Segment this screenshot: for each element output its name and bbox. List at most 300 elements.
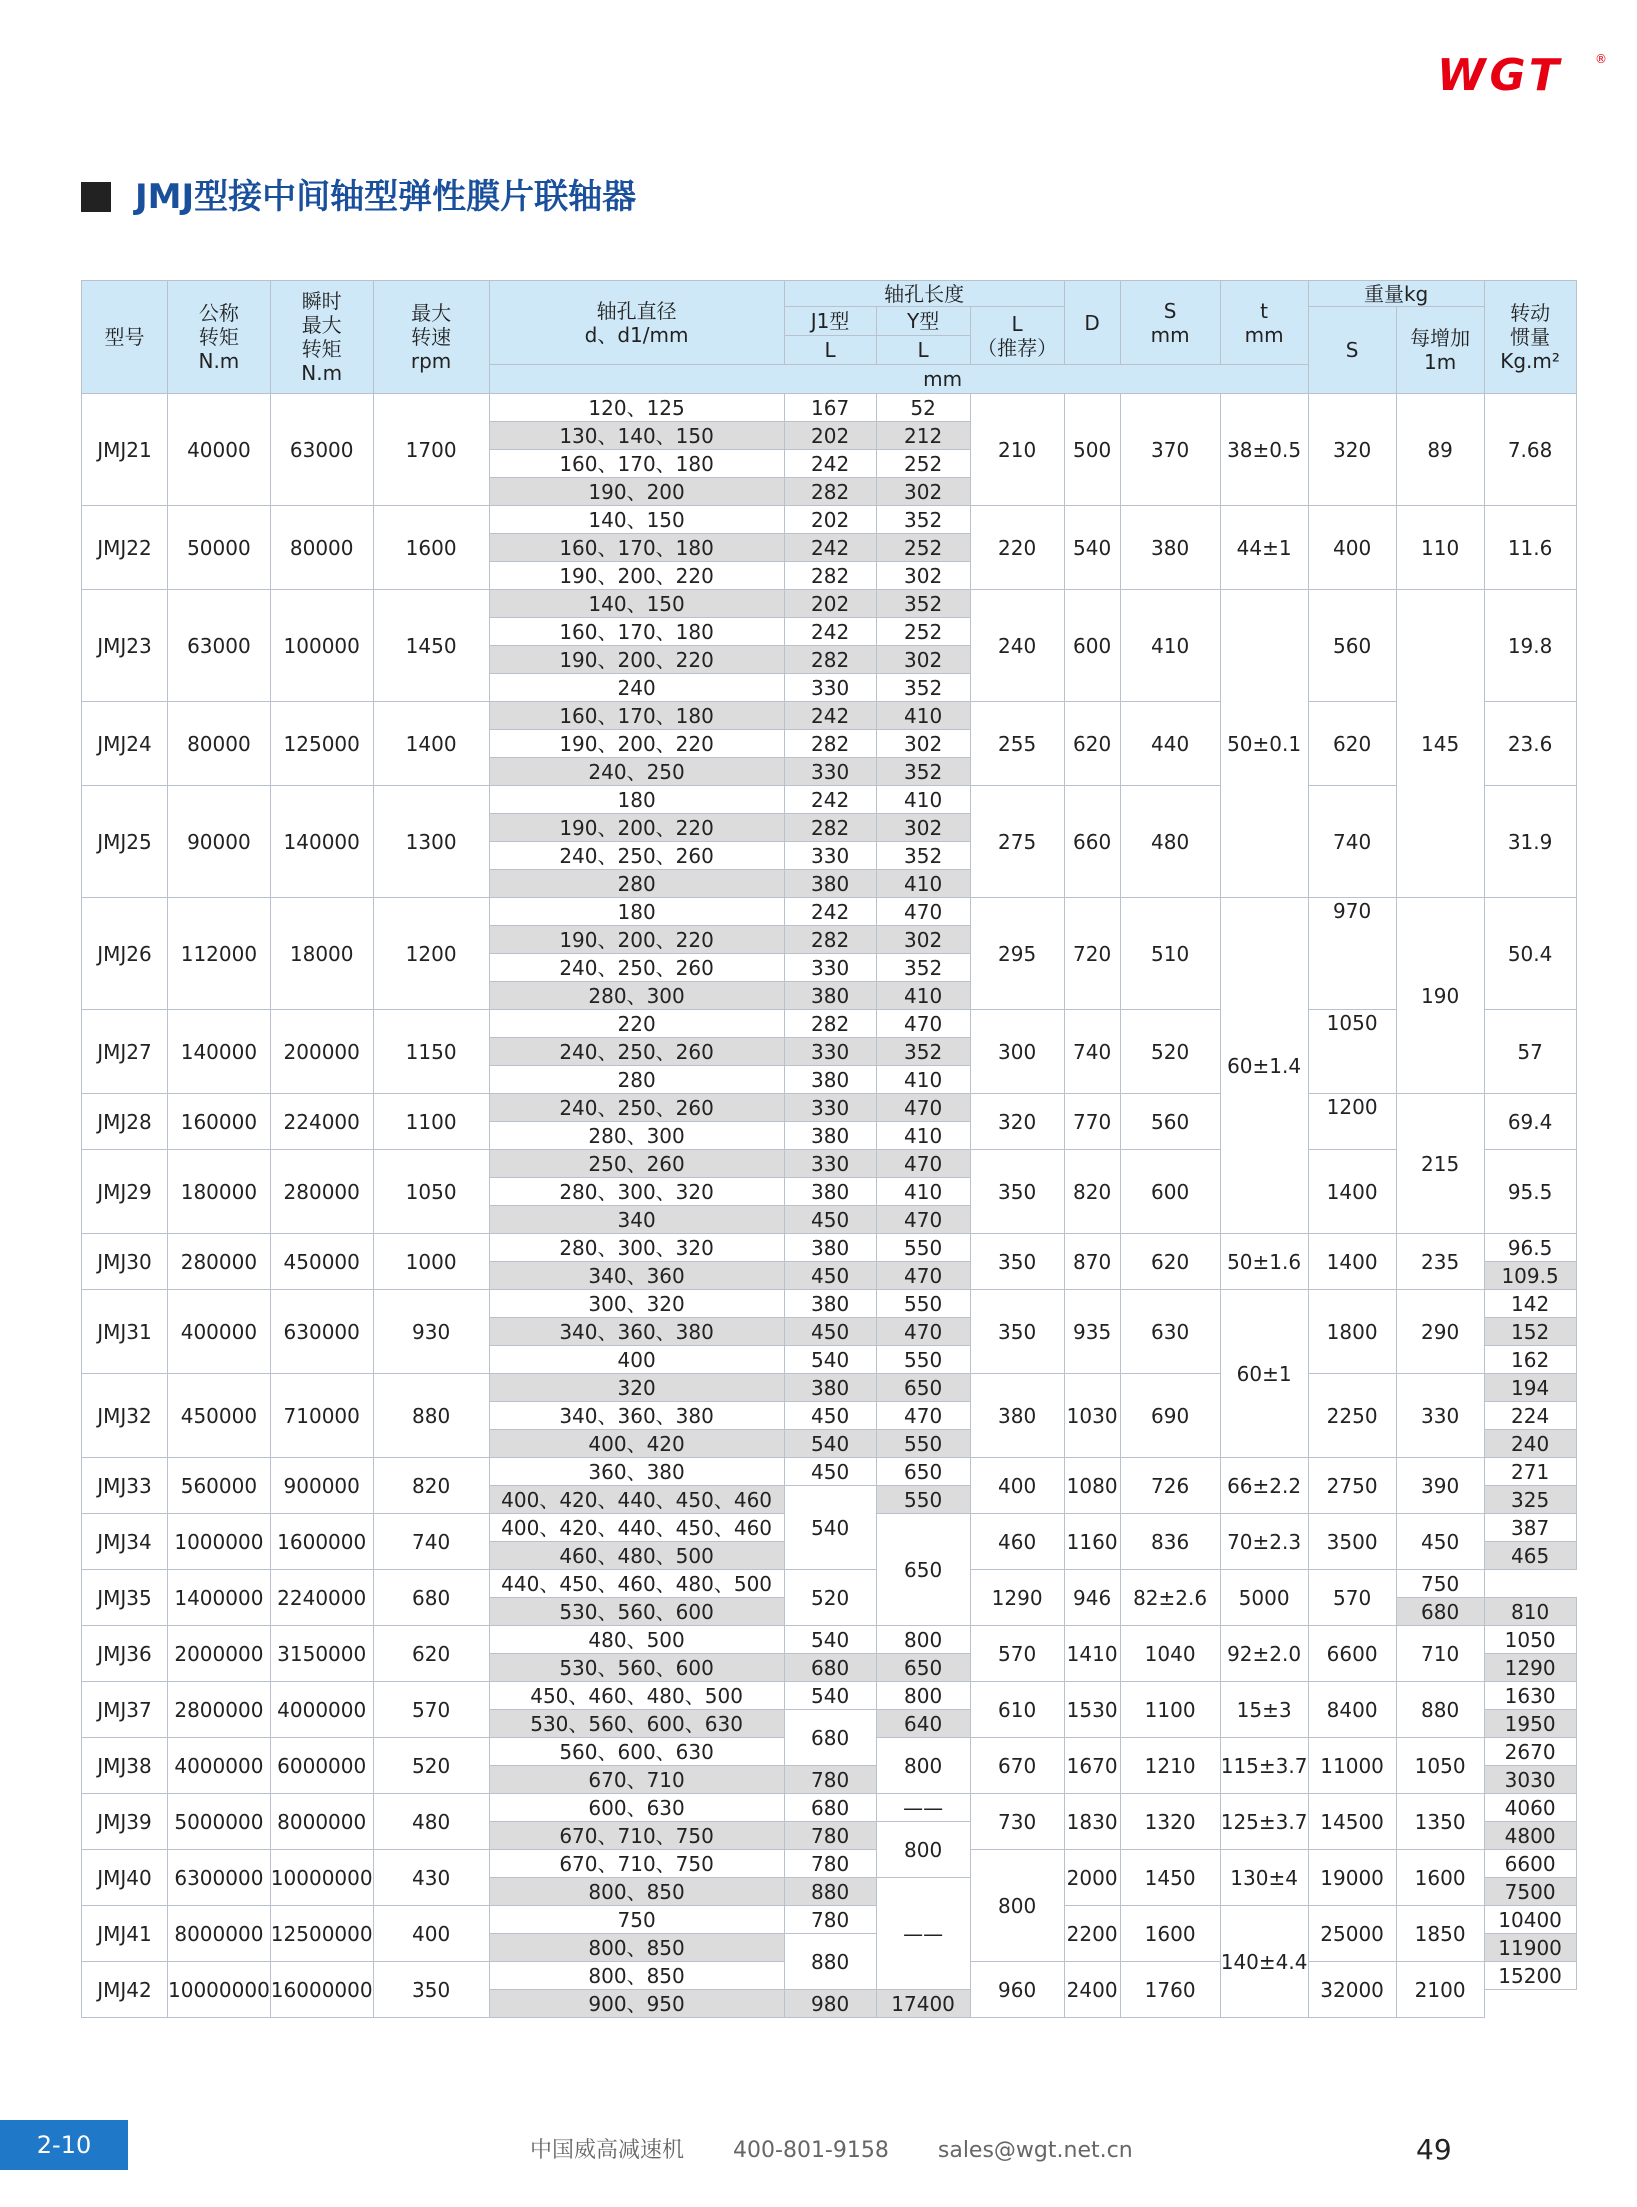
peak-torque-cell: 12500000 <box>270 1906 373 1962</box>
bore-cell: 190、200、220 <box>489 646 784 674</box>
y-length-cell: 640 <box>876 1710 970 1738</box>
nominal-torque-cell: 40000 <box>168 394 271 506</box>
bore-cell: 280、300 <box>489 982 784 1010</box>
weight-per-m-cell: 235 <box>1396 1234 1484 1290</box>
y-length-cell: —— <box>876 1794 970 1822</box>
bore-cell: 440、450、460、480、500 <box>489 1570 784 1598</box>
header-y: Y型 <box>876 307 970 336</box>
weight-s-cell: 2750 <box>1308 1458 1396 1514</box>
nominal-torque-cell: 140000 <box>168 1010 271 1094</box>
t-cell: 15±3 <box>1220 1682 1308 1738</box>
title-marker <box>81 182 111 212</box>
j1-length-cell: 202 <box>784 590 876 618</box>
y-length-cell: 550 <box>876 1234 970 1262</box>
table-row <box>82 590 1577 618</box>
weight-per-m-cell: 450 <box>1396 1514 1484 1570</box>
bore-cell: 190、200、220 <box>489 730 784 758</box>
bore-cell: 140、150 <box>489 506 784 534</box>
j1-length-cell: 242 <box>784 618 876 646</box>
weight-s-cell: 320 <box>1308 394 1396 506</box>
nominal-torque-cell: 5000000 <box>168 1794 271 1850</box>
bore-cell: 750 <box>489 1906 784 1934</box>
email-address: sales@wgt.net.cn <box>937 2138 1133 2163</box>
d-cell: 870 <box>1064 1234 1120 1290</box>
weight-s-cell: 1400 <box>1308 1234 1396 1290</box>
inertia-cell: 17400 <box>876 1990 970 2018</box>
bore-cell: 240、250、260 <box>489 1094 784 1122</box>
max-speed-cell: 480 <box>373 1794 489 1850</box>
inertia-cell: 2670 <box>1484 1738 1576 1766</box>
inertia-cell: 325 <box>1484 1486 1576 1514</box>
max-speed-cell: 400 <box>373 1906 489 1962</box>
table-row <box>82 1010 1577 1038</box>
y-length-cell: 252 <box>876 534 970 562</box>
max-speed-cell: 1300 <box>373 786 489 898</box>
j1-length-cell: 242 <box>784 450 876 478</box>
header-j1-l: L <box>784 336 876 365</box>
l-recommended-cell: 460 <box>970 1514 1064 1570</box>
bore-cell: 900、950 <box>489 1990 784 2018</box>
peak-torque-cell: 100000 <box>270 590 373 702</box>
max-speed-cell: 820 <box>373 1458 489 1514</box>
j1-length-cell: 282 <box>784 814 876 842</box>
model-cell: JMJ37 <box>82 1682 168 1738</box>
weight-per-m-cell: 190 <box>1396 898 1484 1094</box>
j1-length-cell: 780 <box>784 1766 876 1794</box>
s-cell: 690 <box>1120 1374 1220 1458</box>
j1-length-cell: 450 <box>784 1262 876 1290</box>
l-recommended-cell: 520 <box>784 1570 876 1626</box>
inertia-cell: 109.5 <box>1484 1262 1576 1290</box>
table-row <box>82 1682 1577 1710</box>
peak-torque-cell: 710000 <box>270 1374 373 1458</box>
inertia-cell: 1630 <box>1484 1682 1576 1710</box>
weight-s-cell: 11000 <box>1308 1738 1396 1794</box>
y-length-cell: 352 <box>876 590 970 618</box>
bore-cell: 560、600、630 <box>489 1738 784 1766</box>
l-recommended-cell: 320 <box>970 1094 1064 1150</box>
peak-torque-cell: 450000 <box>270 1234 373 1290</box>
model-cell: JMJ30 <box>82 1234 168 1290</box>
s-cell: 1320 <box>1120 1794 1220 1850</box>
table-row <box>82 1094 1577 1122</box>
model-cell: JMJ33 <box>82 1458 168 1514</box>
section-tab: 2-10 <box>0 2120 128 2170</box>
weight-per-m-cell: 390 <box>1396 1458 1484 1514</box>
y-length-cell: 352 <box>876 758 970 786</box>
table-row <box>82 1458 1577 1486</box>
y-length-cell: 352 <box>876 1038 970 1066</box>
j1-length-cell: 380 <box>784 1234 876 1262</box>
inertia-cell: 69.4 <box>1484 1094 1576 1150</box>
table-row <box>82 1850 1577 1878</box>
bore-cell: 280、300 <box>489 1122 784 1150</box>
header-peak-torque: 瞬时 最大 转矩 N.m <box>270 281 373 394</box>
j1-length-cell: 202 <box>784 506 876 534</box>
y-length-cell: 470 <box>876 1206 970 1234</box>
max-speed-cell: 1000 <box>373 1234 489 1290</box>
spec-table <box>81 280 1577 2018</box>
s-cell: 440 <box>1120 702 1220 786</box>
weight-s-cell: 620 <box>1308 702 1396 786</box>
nominal-torque-cell: 8000000 <box>168 1906 271 1962</box>
s-cell: 726 <box>1120 1458 1220 1514</box>
s-cell: 1100 <box>1120 1682 1220 1738</box>
inertia-cell: 4060 <box>1484 1794 1576 1822</box>
inertia-cell: 15200 <box>1484 1962 1576 1990</box>
d-cell: 1160 <box>1064 1514 1120 1570</box>
inertia-cell: 11900 <box>1484 1934 1576 1962</box>
j1-length-cell: 450 <box>784 1458 876 1486</box>
y-length-cell: 252 <box>876 450 970 478</box>
y-length-cell: 650 <box>876 1374 970 1402</box>
y-length-cell: 352 <box>876 954 970 982</box>
brand-logo: WGT ® <box>1437 50 1607 101</box>
model-cell: JMJ38 <box>82 1738 168 1794</box>
peak-torque-cell: 2240000 <box>270 1570 373 1626</box>
j1-length-cell: 540 <box>784 1430 876 1458</box>
j1-length-cell: 380 <box>784 870 876 898</box>
l-recommended-cell: 220 <box>970 506 1064 590</box>
y-length-cell: 470 <box>876 1150 970 1178</box>
model-cell: JMJ22 <box>82 506 168 590</box>
inertia-cell: 95.5 <box>1484 1150 1576 1234</box>
header-mm-unit: mm <box>489 365 1396 394</box>
bore-cell: 160、170、180 <box>489 534 784 562</box>
model-cell: JMJ39 <box>82 1794 168 1850</box>
model-cell: JMJ28 <box>82 1094 168 1150</box>
bore-cell: 450、460、480、500 <box>489 1682 784 1710</box>
inertia-cell: 3030 <box>1484 1766 1576 1794</box>
bore-cell: 120、125 <box>489 394 784 422</box>
j1-length-cell: 242 <box>784 702 876 730</box>
j1-length-cell: 282 <box>784 478 876 506</box>
weight-per-m-cell: 710 <box>1396 1626 1484 1682</box>
max-speed-cell: 1700 <box>373 394 489 506</box>
j1-length-cell: 380 <box>784 1066 876 1094</box>
inertia-cell: 10400 <box>1484 1906 1576 1934</box>
j1-length-cell: 330 <box>784 674 876 702</box>
max-speed-cell: 1200 <box>373 898 489 1010</box>
d-cell: 500 <box>1064 394 1120 506</box>
t-cell: 130±4 <box>1220 1850 1308 1906</box>
j1-length-cell: 380 <box>784 1122 876 1150</box>
header-l-recommended: L （推荐） <box>970 307 1064 365</box>
weight-s-cell: 1800 <box>1308 1290 1396 1374</box>
bore-cell: 140、150 <box>489 590 784 618</box>
weight-per-m-cell: 145 <box>1396 590 1484 898</box>
j1-length-cell: 330 <box>784 1094 876 1122</box>
header-inertia: 转动 惯量 Kg.m² <box>1484 281 1576 394</box>
t-cell: 115±3.7 <box>1220 1738 1308 1794</box>
peak-torque-cell: 6000000 <box>270 1738 373 1794</box>
header-weight-per-m: 每增加 1m <box>1396 307 1484 394</box>
nominal-torque-cell: 2800000 <box>168 1682 271 1738</box>
j1-length-cell: 880 <box>784 1878 876 1906</box>
d-cell: 1290 <box>970 1570 1064 1626</box>
y-length-cell: 470 <box>876 1318 970 1346</box>
t-cell: 92±2.0 <box>1220 1626 1308 1682</box>
model-cell: JMJ26 <box>82 898 168 1010</box>
inertia-cell: 271 <box>1484 1458 1576 1486</box>
peak-torque-cell: 900000 <box>270 1458 373 1514</box>
model-cell: JMJ34 <box>82 1514 168 1570</box>
nominal-torque-cell: 280000 <box>168 1234 271 1290</box>
bore-cell: 460、480、500 <box>489 1542 784 1570</box>
max-speed-cell: 620 <box>373 1626 489 1682</box>
table-row <box>82 1374 1577 1402</box>
weight-s-cell: 2250 <box>1308 1374 1396 1458</box>
j1-length-cell: 380 <box>784 1290 876 1318</box>
y-length-cell: 302 <box>876 926 970 954</box>
weight-per-m-cell: 89 <box>1396 394 1484 506</box>
t-cell: 66±2.2 <box>1220 1458 1308 1514</box>
inertia-cell: 4800 <box>1484 1822 1576 1850</box>
l-recommended-cell: 400 <box>970 1458 1064 1514</box>
table-row <box>82 1794 1577 1822</box>
weight-per-m-cell: 330 <box>1396 1374 1484 1458</box>
y-length-cell: 352 <box>876 506 970 534</box>
bore-cell: 240、250、260 <box>489 1038 784 1066</box>
bore-cell: 800、850 <box>489 1962 784 1990</box>
j1-length-cell: 780 <box>784 1850 876 1878</box>
weight-per-m-cell: 2100 <box>1396 1962 1484 2018</box>
t-cell: 60±1.4 <box>1220 898 1308 1234</box>
j1-length-cell: 167 <box>784 394 876 422</box>
d-cell: 720 <box>1064 898 1120 1010</box>
bore-cell: 400、420、440、450、460 <box>489 1514 784 1542</box>
peak-torque-cell: 4000000 <box>270 1682 373 1738</box>
j1-length-cell: 330 <box>784 758 876 786</box>
l-recommended-cell: 300 <box>970 1010 1064 1094</box>
inertia-cell: 7500 <box>1484 1878 1576 1906</box>
model-cell: JMJ24 <box>82 702 168 786</box>
model-cell: JMJ27 <box>82 1010 168 1094</box>
y-length-cell: 470 <box>876 1402 970 1430</box>
s-cell: 480 <box>1120 786 1220 898</box>
inertia-cell: 7.68 <box>1484 394 1576 506</box>
d-cell: 1080 <box>1064 1458 1120 1514</box>
bore-cell: 600、630 <box>489 1794 784 1822</box>
header-s: S mm <box>1120 281 1220 365</box>
max-speed-cell: 880 <box>373 1374 489 1458</box>
j1-length-cell: 330 <box>784 954 876 982</box>
table-row <box>82 898 1577 926</box>
l-recommended-cell: 800 <box>970 1850 1064 1962</box>
s-cell: 370 <box>1120 394 1220 506</box>
s-cell: 600 <box>1120 1150 1220 1234</box>
s-cell: 620 <box>1120 1234 1220 1290</box>
model-cell: JMJ21 <box>82 394 168 506</box>
d-cell: 1530 <box>1064 1682 1120 1738</box>
d-cell: 600 <box>1064 590 1120 702</box>
bore-cell: 360、380 <box>489 1458 784 1486</box>
s-cell: 630 <box>1120 1290 1220 1374</box>
peak-torque-cell: 125000 <box>270 702 373 786</box>
j1-length-cell: 780 <box>784 1822 876 1850</box>
j1-length-cell: 330 <box>784 1150 876 1178</box>
nominal-torque-cell: 50000 <box>168 506 271 590</box>
weight-per-m-cell: 110 <box>1396 506 1484 590</box>
l-recommended-cell: 255 <box>970 702 1064 786</box>
y-length-cell: 470 <box>876 898 970 926</box>
y-length-cell: 800 <box>876 1738 970 1794</box>
d-cell: 2400 <box>1064 1962 1120 2018</box>
y-length-cell: —— <box>876 1878 970 1990</box>
inertia-cell: 750 <box>1396 1570 1484 1598</box>
bore-cell: 530、560、600 <box>489 1598 784 1626</box>
bore-cell: 530、560、600 <box>489 1654 784 1682</box>
bore-cell: 280、300、320 <box>489 1178 784 1206</box>
j1-length-cell: 282 <box>784 926 876 954</box>
y-length-cell: 550 <box>876 1346 970 1374</box>
model-cell: JMJ25 <box>82 786 168 898</box>
bore-cell: 160、170、180 <box>489 450 784 478</box>
bore-cell: 400 <box>489 1346 784 1374</box>
max-speed-cell: 680 <box>373 1570 489 1626</box>
weight-s-cell: 560 <box>1308 590 1396 702</box>
j1-length-cell: 380 <box>784 1178 876 1206</box>
s-cell: 836 <box>1120 1514 1220 1570</box>
weight-s-cell: 32000 <box>1308 1962 1396 2018</box>
nominal-torque-cell: 90000 <box>168 786 271 898</box>
inertia-cell: 6600 <box>1484 1850 1576 1878</box>
d-cell: 660 <box>1064 786 1120 898</box>
bore-cell: 190、200、220 <box>489 562 784 590</box>
y-length-cell: 550 <box>876 1486 970 1514</box>
inertia-cell: 31.9 <box>1484 786 1576 898</box>
inertia-cell: 810 <box>1484 1598 1576 1626</box>
j1-length-cell: 540 <box>784 1346 876 1374</box>
header-hub-length: 轴孔长度 <box>784 281 1064 307</box>
y-length-cell: 302 <box>876 730 970 758</box>
table-row <box>82 506 1577 534</box>
weight-s-cell: 5000 <box>1220 1570 1308 1626</box>
j1-length-cell: 450 <box>784 1402 876 1430</box>
max-speed-cell: 1050 <box>373 1150 489 1234</box>
j1-length-cell: 680 <box>1396 1598 1484 1626</box>
footer-contact <box>530 2133 1175 2164</box>
weight-per-m-cell: 1050 <box>1396 1738 1484 1794</box>
model-cell: JMJ23 <box>82 590 168 702</box>
inertia-cell: 224 <box>1484 1402 1576 1430</box>
inertia-cell: 1950 <box>1484 1710 1576 1738</box>
j1-length-cell: 242 <box>784 534 876 562</box>
d-cell: 1830 <box>1064 1794 1120 1850</box>
max-speed-cell: 350 <box>373 1962 489 2018</box>
inertia-cell: 162 <box>1484 1346 1576 1374</box>
peak-torque-cell: 3150000 <box>270 1626 373 1682</box>
y-length-cell: 550 <box>876 1430 970 1458</box>
table-row <box>82 1626 1577 1654</box>
weight-per-m-cell: 1350 <box>1396 1794 1484 1850</box>
inertia-cell: 194 <box>1484 1374 1576 1402</box>
weight-per-m-cell: 1600 <box>1396 1850 1484 1906</box>
max-speed-cell: 1400 <box>373 702 489 786</box>
y-length-cell: 410 <box>876 702 970 730</box>
l-recommended-cell: 960 <box>970 1962 1064 2018</box>
bore-cell: 240、250、260 <box>489 842 784 870</box>
header-max-speed: 最大 转速 rpm <box>373 281 489 394</box>
weight-per-m-cell: 570 <box>1308 1570 1396 1626</box>
j1-length-cell: 540 <box>784 1486 876 1570</box>
j1-length-cell: 780 <box>784 1906 876 1934</box>
inertia-cell: 152 <box>1484 1318 1576 1346</box>
j1-length-cell: 680 <box>784 1654 876 1682</box>
y-length-cell: 470 <box>876 1262 970 1290</box>
header-weight-s: S <box>1308 307 1396 394</box>
bore-cell: 240 <box>489 674 784 702</box>
bore-cell: 300、320 <box>489 1290 784 1318</box>
y-length-cell: 800 <box>876 1822 970 1878</box>
model-cell: JMJ31 <box>82 1290 168 1374</box>
d-cell: 820 <box>1064 1150 1120 1234</box>
peak-torque-cell: 10000000 <box>270 1850 373 1906</box>
j1-length-cell: 242 <box>784 898 876 926</box>
inertia-cell: 387 <box>1484 1514 1576 1542</box>
l-recommended-cell: 570 <box>970 1626 1064 1682</box>
nominal-torque-cell: 180000 <box>168 1150 271 1234</box>
nominal-torque-cell: 10000000 <box>168 1962 271 2018</box>
peak-torque-cell: 630000 <box>270 1290 373 1374</box>
y-length-cell: 550 <box>876 1290 970 1318</box>
s-cell: 510 <box>1120 898 1220 1010</box>
nominal-torque-cell: 2000000 <box>168 1626 271 1682</box>
y-length-cell: 410 <box>876 1178 970 1206</box>
header-j1: J1型 <box>784 307 876 336</box>
table-row <box>82 786 1577 814</box>
y-length-cell: 470 <box>876 1010 970 1038</box>
peak-torque-cell: 280000 <box>270 1150 373 1234</box>
header-model: 型号 <box>82 281 168 394</box>
j1-length-cell: 282 <box>784 730 876 758</box>
weight-per-m-cell: 880 <box>1396 1682 1484 1738</box>
max-speed-cell: 930 <box>373 1290 489 1374</box>
nominal-torque-cell: 6300000 <box>168 1850 271 1906</box>
inertia-cell: 57 <box>1484 1010 1576 1094</box>
inertia-cell: 11.6 <box>1484 506 1576 590</box>
d-cell: 2000 <box>1064 1850 1120 1906</box>
weight-s-cell: 1200 <box>1308 1094 1396 1150</box>
bore-cell: 800、850 <box>489 1878 784 1906</box>
peak-torque-cell: 16000000 <box>270 1962 373 2018</box>
max-speed-cell: 520 <box>373 1738 489 1794</box>
t-cell: 140±4.4 <box>1220 1906 1308 2018</box>
weight-s-cell: 970 <box>1308 898 1396 1010</box>
d-cell: 1670 <box>1064 1738 1120 1794</box>
y-length-cell: 650 <box>876 1514 970 1626</box>
j1-length-cell: 330 <box>784 1038 876 1066</box>
d-cell: 540 <box>1064 506 1120 590</box>
peak-torque-cell: 63000 <box>270 394 373 506</box>
max-speed-cell: 1450 <box>373 590 489 702</box>
bore-cell: 400、420、440、450、460 <box>489 1486 784 1514</box>
weight-per-m-cell: 1850 <box>1396 1906 1484 1962</box>
nominal-torque-cell: 160000 <box>168 1094 271 1150</box>
d-cell: 620 <box>1064 702 1120 786</box>
bore-cell: 670、710、750 <box>489 1850 784 1878</box>
y-length-cell: 650 <box>876 1654 970 1682</box>
inertia-cell: 1050 <box>1484 1626 1576 1654</box>
y-length-cell: 650 <box>876 1458 970 1486</box>
max-speed-cell: 570 <box>373 1682 489 1738</box>
nominal-torque-cell: 1400000 <box>168 1570 271 1626</box>
d-cell: 770 <box>1064 1094 1120 1150</box>
bore-cell: 240、250 <box>489 758 784 786</box>
y-length-cell: 252 <box>876 618 970 646</box>
bore-cell: 250、260 <box>489 1150 784 1178</box>
weight-s-cell: 1050 <box>1308 1010 1396 1094</box>
